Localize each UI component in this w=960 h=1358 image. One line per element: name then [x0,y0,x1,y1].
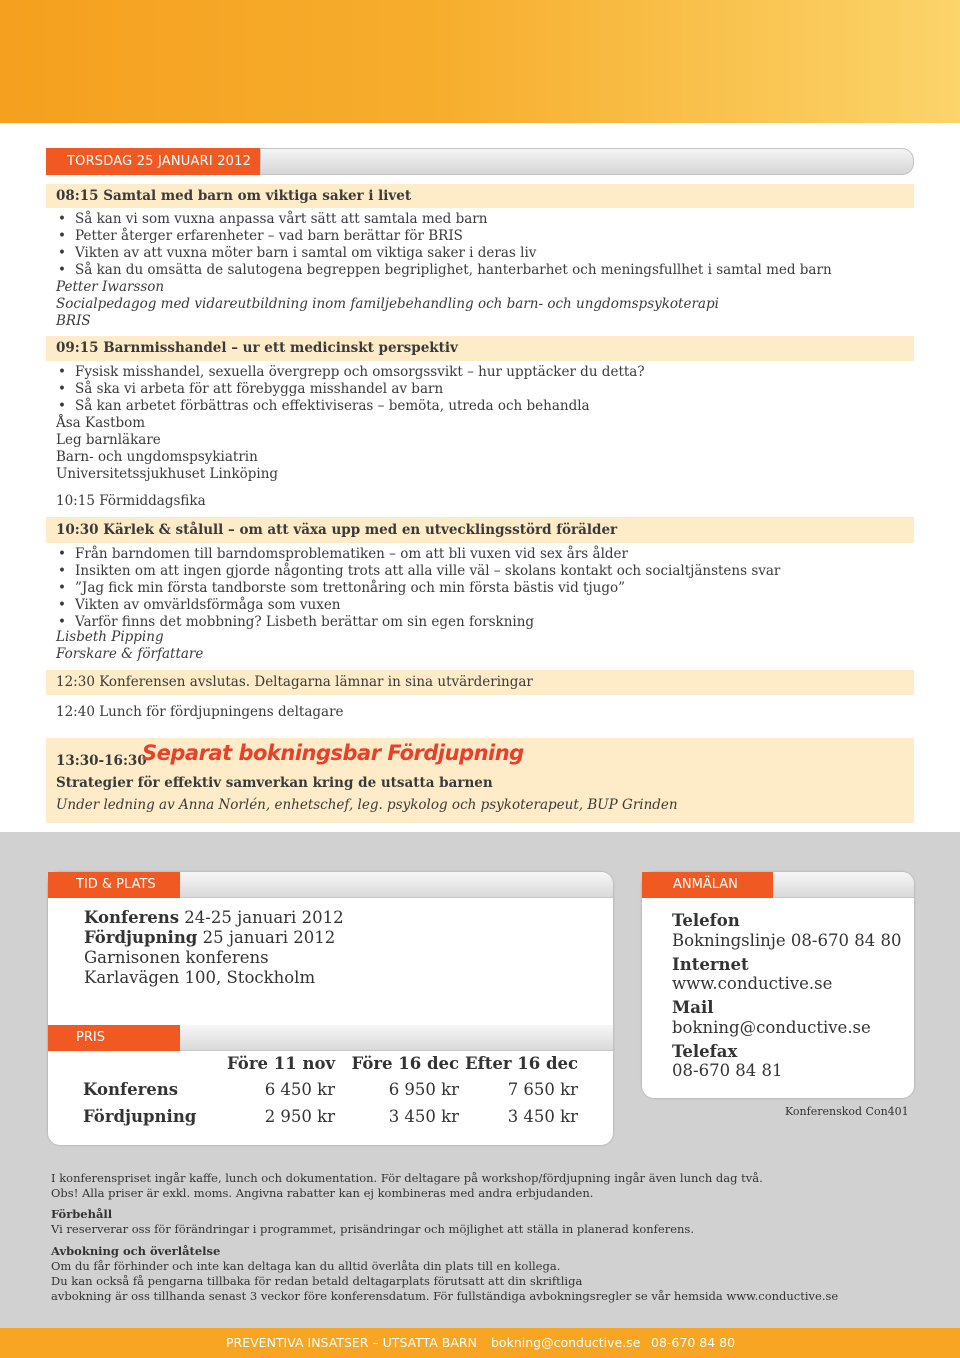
list-item: • Petter återger erfarenheter – vad barn berättar för BRIS [56,228,832,245]
anmalan-tab: ANMÄLAN [642,872,773,898]
table-row [83,1103,578,1130]
price-notes [51,1171,763,1201]
session-1-speaker [56,279,719,330]
list-item: • Vikten av omvärldsförmåga som vuxen [56,597,780,614]
table-cell: 6 450 kr [264,1080,336,1100]
list-item: • Så kan vi som vuxna anpassa vårt sätt att samtala med barn [56,211,832,228]
tid-plats-tabbar [180,872,613,898]
note-line: Obs! Alla priser är exkl. moms. Angivna rabatter kan ej kombineras med andra erbjudanden. [51,1186,594,1200]
table-cell: 3 450 kr [388,1106,460,1126]
workshop-lead: Under ledning av Anna Norlén, enhetschef, leg. psykolog och psykoterapeut, BUP Grinden [56,797,678,813]
footer-title: PREVENTIVA INSATSER – UTSATTA BARN [226,1335,477,1350]
date-bar [260,148,914,175]
price-table [83,1050,578,1130]
contact-label: Mail [672,998,714,1018]
workshop-title: Strategier för effektiv samverkan kring de utsatta barnen [56,775,493,791]
table-header-row [83,1050,578,1077]
table-header: Efter 16 dec [465,1053,579,1073]
avbokning-line: Du kan också få pengarna tillbaka för redan betald deltagarplats förutsatt att din skriftliga [51,1274,583,1288]
session-heading-2: 09:15 Barnmisshandel – ur ett medicinskt perspektiv [46,336,914,361]
event-label: Fördjupning [84,928,198,947]
pris-tabbar [180,1025,613,1051]
event-date: 25 januari 2012 [197,928,336,947]
list-item: • Varför finns det mobbning? Lisbeth berättar om sin egen forskning [56,614,780,631]
workshop-box [46,738,914,823]
forbehall-title: Förbehåll [51,1207,113,1221]
avbokning-title: Avbokning och överlåtelse [51,1244,221,1258]
session-1-bullets [56,211,832,279]
conference-end: 12:30 Konferensen avslutas. Deltagarna lämnar in sina utvärderingar [46,670,914,695]
table-cell: 3 450 kr [507,1106,579,1126]
speaker-name: Petter Iwarsson [56,279,165,295]
session-2-speaker [56,415,278,483]
speaker-title: Socialpedagog med vidareutbildning inom familjebehandling och barn- och ungdomspsykoterapi [56,296,719,312]
footer-email[interactable]: bokning@conductive.se [491,1335,641,1350]
table-cell: 2 950 kr [264,1106,336,1126]
speaker-name: Lisbeth Pipping [56,629,164,645]
contact-label: Telefon [672,911,740,930]
session-3-speaker [56,629,203,663]
date-tab: TORSDAG 25 JANUARI 2012 [46,148,260,175]
list-item: • ”Jag fick min första tandborste som trettonåring och min första bästis vid tjugo” [56,580,780,597]
speaker-org: Barn- och ungdomspsykiatrin [56,449,258,465]
session-heading-1: 08:15 Samtal med barn om viktiga saker i livet [46,184,914,208]
contact-phone: Bokningslinje 08-670 84 80 [672,930,902,950]
speaker-name: Åsa Kastbom [56,415,146,431]
anmalan-text [672,911,901,1085]
venue-address: Karlavägen 100, Stockholm [84,968,316,987]
contact-fax: 08-670 84 81 [672,1061,783,1081]
avbokning-line: avbokning är oss tillhanda senast 3 veckor före konferensdatum. För fullständiga avbokningsregler se vår hemsida www.conductive.se [51,1289,839,1303]
speaker-org: Universitetssjukhuset Linköping [56,466,279,482]
list-item: • Från barndomen till barndomsproblematiken – om att bli vuxen vid sex års ålder [56,546,780,563]
footer-phone: 08-670 84 80 [651,1335,736,1350]
speaker-title: Leg barnläkare [56,432,161,448]
speaker-org: BRIS [56,313,91,329]
coffee-break: 10:15 Förmiddagsfika [56,493,206,509]
list-item: • Så kan du omsätta de salutogena begreppen begriplighet, hanterbarhet och meningsfullhet i samtal med barn [56,262,832,279]
footer-bar [0,1328,960,1358]
table-cell: Konferens [83,1080,179,1100]
session-3-bullets [56,546,780,631]
workshop-script-title: Separat bokningsbar Fördjupning [142,741,524,765]
list-item: • Så ska vi arbeta för att förebygga misshandel av barn [56,381,645,398]
avbokning-section [51,1244,838,1304]
table-cell: 7 650 kr [507,1080,579,1100]
session-heading-3: 10:30 Kärlek & stålull – om att växa upp med en utvecklingsstörd förälder [46,517,914,543]
forbehall-text: Vi reserverar oss för förändringar i programmet, prisändringar och möjlighet att ställa in planerad konferens. [51,1222,694,1236]
workshop-time: 13:30-16:30 [56,753,147,769]
venue-name: Garnisonen konferens [84,948,269,967]
speaker-title: Forskare & författare [56,646,204,662]
pris-tab: PRIS [48,1025,180,1051]
table-header [83,1050,227,1077]
table-cell: 6 950 kr [388,1080,460,1100]
anmalan-tabbar [773,872,914,898]
table-cell: Fördjupning [83,1106,197,1126]
tid-plats-text [84,908,344,988]
contact-label: Telefax [672,1041,738,1061]
email-link[interactable]: bokning@conductive.se [672,1017,871,1037]
tid-plats-tab: TID & PLATS [48,872,180,898]
list-item: • Vikten av att vuxna möter barn i samtal om viktiga saker i deras liv [56,245,832,262]
event-label: Konferens [84,908,180,927]
avbokning-line: Om du får förhinder och inte kan deltaga kan du alltid överlåta din plats till en kollega. [51,1259,561,1273]
list-item: • Så kan arbetet förbättras och effektiviseras – bemöta, utreda och behandla [56,398,645,415]
note-line: I konferenspriset ingår kaffe, lunch och dokumentation. För deltagare på workshop/fördjupning ingår även lunch dag två. [51,1171,763,1185]
event-date: 24-25 januari 2012 [179,908,344,927]
list-item: • Insikten om att ingen gjorde någonting trots att alla ville väl – skolans kontakt och socialtjänstens svar [56,563,780,580]
table-header: Före 16 dec [351,1053,460,1073]
list-item: • Fysisk misshandel, sexuella övergrepp och omsorgssvikt – hur upptäcker du detta? [56,364,645,381]
lunch-line: 12:40 Lunch för fördjupningens deltagare [56,704,344,720]
header-band [0,0,960,123]
session-2-bullets [56,364,645,415]
conference-code: Konferenskod Con401 [785,1105,909,1118]
table-row [83,1077,578,1104]
website-link[interactable]: www.conductive.se [672,974,833,994]
contact-label: Internet [672,954,749,974]
forbehall-section [51,1207,694,1237]
table-header: Före 11 nov [227,1053,336,1073]
